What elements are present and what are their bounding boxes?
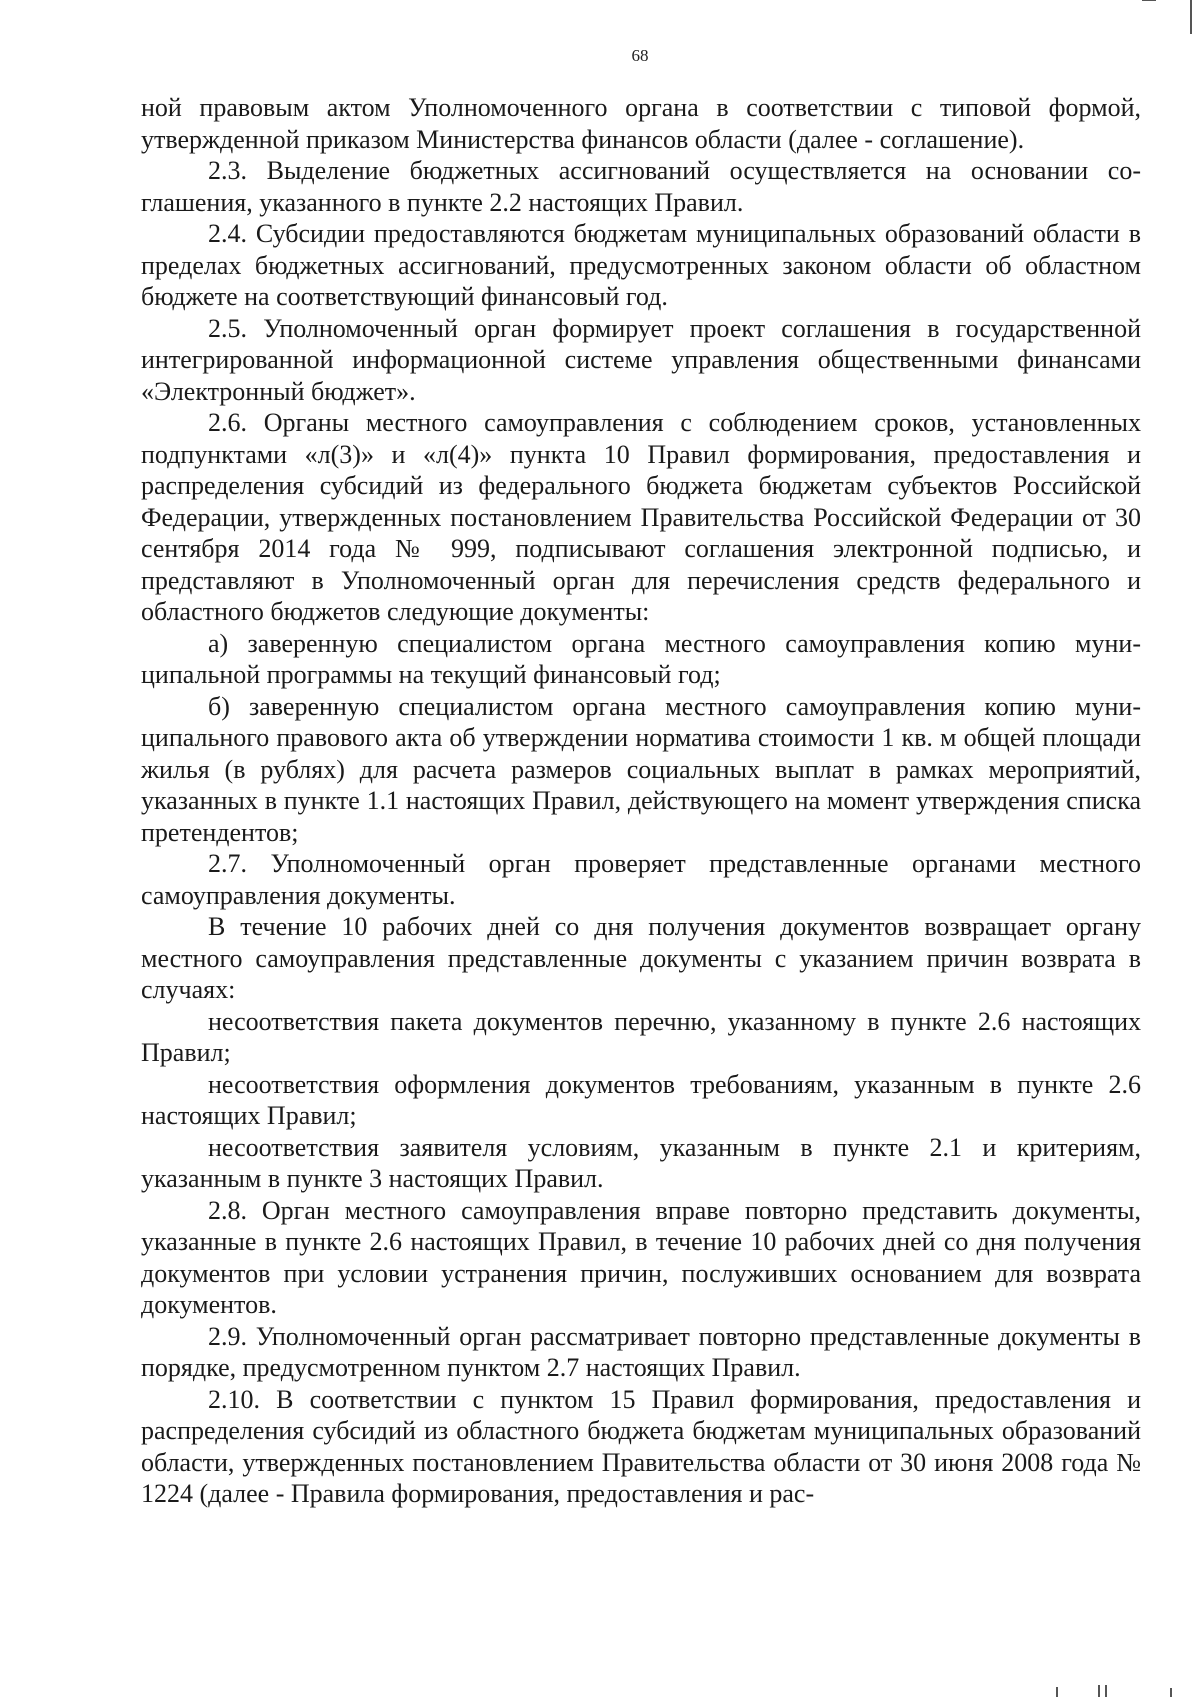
scan-edge-mark bbox=[1142, 0, 1156, 1]
list-item-b: б) заверенную специалистом органа местного самоуправления копию муниципального правового акта об утверждении норматива стоимости 1 кв. м общей площади жилья (в рублях) для расчета размеров социальных выплат в рамках мероприятий, указанных в пункте 1.1 настоящих Правил, действующего на момент утверждения списка претендентов; bbox=[141, 691, 1141, 847]
scan-edge-mark bbox=[1190, 0, 1192, 34]
return-reason-2: несоответствия оформления документов требованиям, указанным в пункте 2.6 настоящих Правил; bbox=[141, 1069, 1141, 1130]
scan-edge-mark bbox=[1105, 1685, 1107, 1697]
return-reason-1: несоответствия пакета документов перечню, указанному в пункте 2.6 настоящих Правил; bbox=[141, 1006, 1141, 1067]
paragraph-2-10: 2.10. В соответствии с пунктом 15 Правил формирования, предоставления и распределения субсидий из областного бюджета бюджетам муниципальных образований области, утвержденных постановлением Правительства области от 30 июня 2008 года № 1224 (далее - Правила формирования, предоставления и рас- bbox=[141, 1384, 1141, 1508]
paragraph-2-7: 2.7. Уполномоченный орган проверяет представленные органами местного самоуправления документы. bbox=[141, 849, 1141, 910]
paragraph-2-8: 2.8. Орган местного самоуправления вправе повторно представить документы, указанные в пункте 2.6 настоящих Правил, в течение 10 рабочих дней со дня получения документов при условии устранения причин, послуживших основанием для возврата документов. bbox=[141, 1195, 1141, 1319]
scan-edge-mark bbox=[1056, 1687, 1058, 1697]
paragraph-1-continuation: ной правовым актом Уполномоченного органа в соответствии с типовой формой, утвержденной приказом Министерства финансов области (далее - соглашение). bbox=[141, 93, 1141, 154]
scan-edge-mark bbox=[1170, 1688, 1172, 1697]
paragraph-2-9: 2.9. Уполномоченный орган рассматривает повторно представленные документы в порядке, предусмотренном пунктом 2.7 настоящих Правил. bbox=[141, 1321, 1141, 1382]
paragraph-2-6: 2.6. Органы местного самоуправления с соблюдением сроков, установленных подпунктами «л(3)» и «л(4)» пункта 10 Правил формирования, предоставления и распределения субсидий из федерального бюджета бюджетам субъектов Российской Федерации, утвержденных постановлением Правительства Российской Федерации от 30 сентября 2014 года № 999, подписывают соглашения электронной подписью, и представляют в Уполномоченный орган для перечисления средств федерального и областного бюджетов следующие документы: bbox=[141, 408, 1141, 626]
paragraph-2-3: 2.3. Выделение бюджетных ассигнований осуществляется на основании соглашения, указанного в пункте 2.2 настоящих Правил. bbox=[141, 156, 1141, 217]
document-body bbox=[141, 92, 1141, 1510]
list-item-a: а) заверенную специалистом органа местного самоуправления копию муниципальной программы на текущий финансовый год; bbox=[141, 628, 1141, 689]
return-reason-3: несоответствия заявителя условиям, указанным в пункте 2.1 и критериям, указанным в пункте 3 настоящих Правил. bbox=[141, 1132, 1141, 1193]
paragraph-return-conditions: В течение 10 рабочих дней со дня получения документов возвращает органу местного самоуправления представленные документы с указанием причин возврата в случаях: bbox=[141, 912, 1141, 1004]
page-number: 68 bbox=[631, 46, 649, 65]
paragraph-2-5: 2.5. Уполномоченный орган формирует проект соглашения в государственной интегрированной информационной системе управления общественными финансами «Электронный бюджет». bbox=[141, 313, 1141, 406]
paragraph-2-4: 2.4. Субсидии предоставляются бюджетам муниципальных образований области в пределах бюджетных ассигнований, предусмотренных законом области об областном бюджете на соответствующий финансовый год. bbox=[141, 219, 1141, 311]
scan-edge-mark bbox=[1098, 1685, 1100, 1697]
